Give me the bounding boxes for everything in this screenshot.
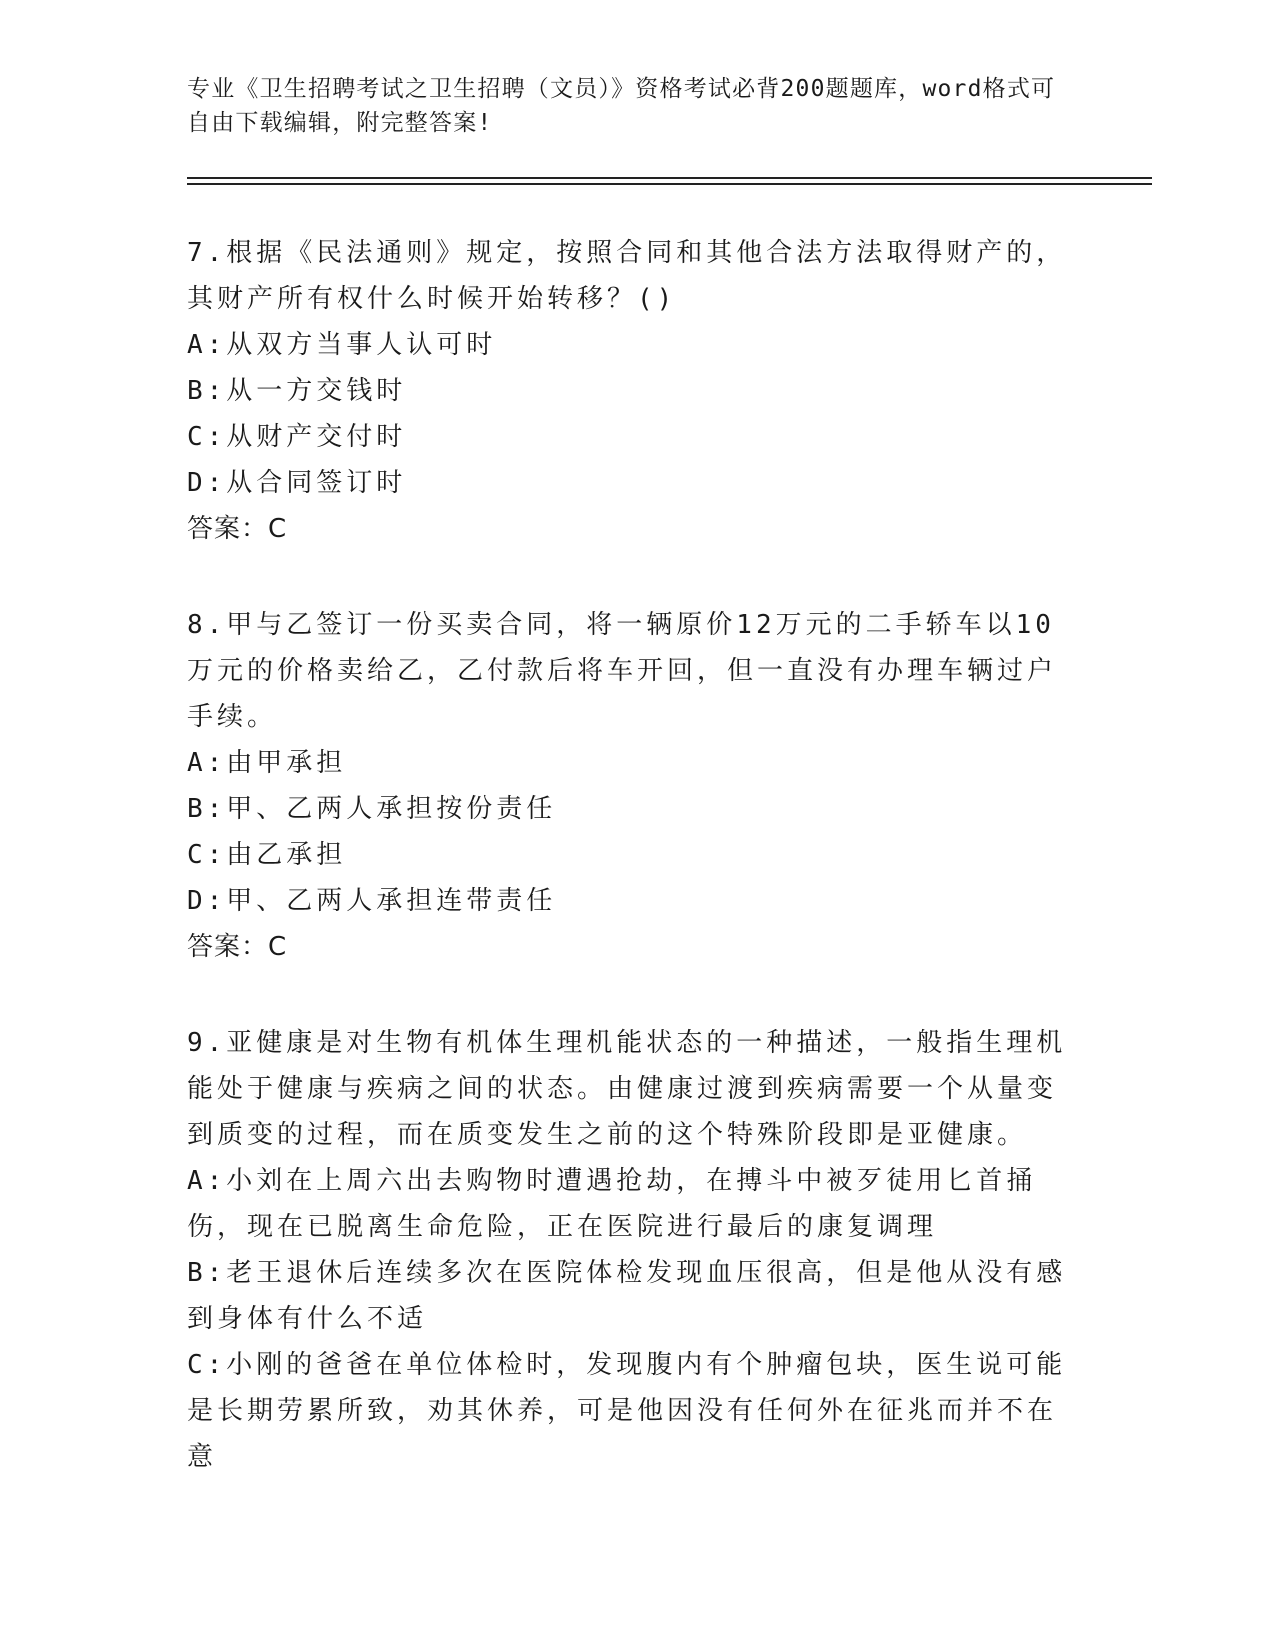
option-c: C:从财产交付时	[187, 422, 407, 452]
question-list	[187, 230, 1077, 1530]
option-d: D:从合同签订时	[187, 468, 407, 498]
question-stem: 7.根据《民法通则》规定，按照合同和其他合法方法取得财产的，其财产所有权什么时候开始转移？()	[187, 238, 1067, 314]
option-a: A:由甲承担	[187, 748, 347, 778]
question-stem: 9.亚健康是对生物有机体生理机能状态的一种描述，一般指生理机能处于健康与疾病之间的状态。由健康过渡到疾病需要一个从量变到质变的过程，而在质变发生之前的这个特殊阶段即是亚健康。	[187, 1028, 1067, 1150]
option-c: C:由乙承担	[187, 840, 347, 870]
question-8	[187, 602, 1077, 970]
option-b: B:甲、乙两人承担按份责任	[187, 794, 557, 824]
option-a: A:小刘在上周六出去购物时遭遇抢劫，在搏斗中被歹徒用匕首捅伤，现在已脱离生命危险，正在医院进行最后的康复调理	[187, 1166, 1037, 1242]
option-list	[187, 322, 1077, 506]
option-d: D:甲、乙两人承担连带责任	[187, 886, 557, 916]
question-stem: 8.甲与乙签订一份买卖合同，将一辆原价12万元的二手轿车以10万元的价格卖给乙，乙付款后将车开回，但一直没有办理车辆过户手续。	[187, 610, 1058, 732]
answer-label: 答案：C	[187, 514, 288, 544]
option-list	[187, 1158, 1077, 1480]
question-9	[187, 1020, 1077, 1480]
option-b: B:从一方交钱时	[187, 376, 407, 406]
option-a: A:从双方当事人认可时	[187, 330, 497, 360]
header-divider-bottom	[187, 183, 1152, 185]
option-c: C:小刚的爸爸在单位体检时，发现腹内有个肿瘤包块，医生说可能是长期劳累所致，劝其休养，可是他因没有任何外在征兆而并不在意	[187, 1350, 1067, 1472]
option-b: B:老王退休后连续多次在医院体检发现血压很高，但是他从没有感到身体有什么不适	[187, 1258, 1067, 1334]
header-divider-top	[187, 177, 1152, 179]
answer-label: 答案：C	[187, 932, 288, 962]
option-list	[187, 740, 1077, 924]
document-header: 专业《卫生招聘考试之卫生招聘（文员）》资格考试必背200题题库，word格式可自由下载编辑，附完整答案!	[187, 76, 1056, 136]
question-7	[187, 230, 1077, 552]
